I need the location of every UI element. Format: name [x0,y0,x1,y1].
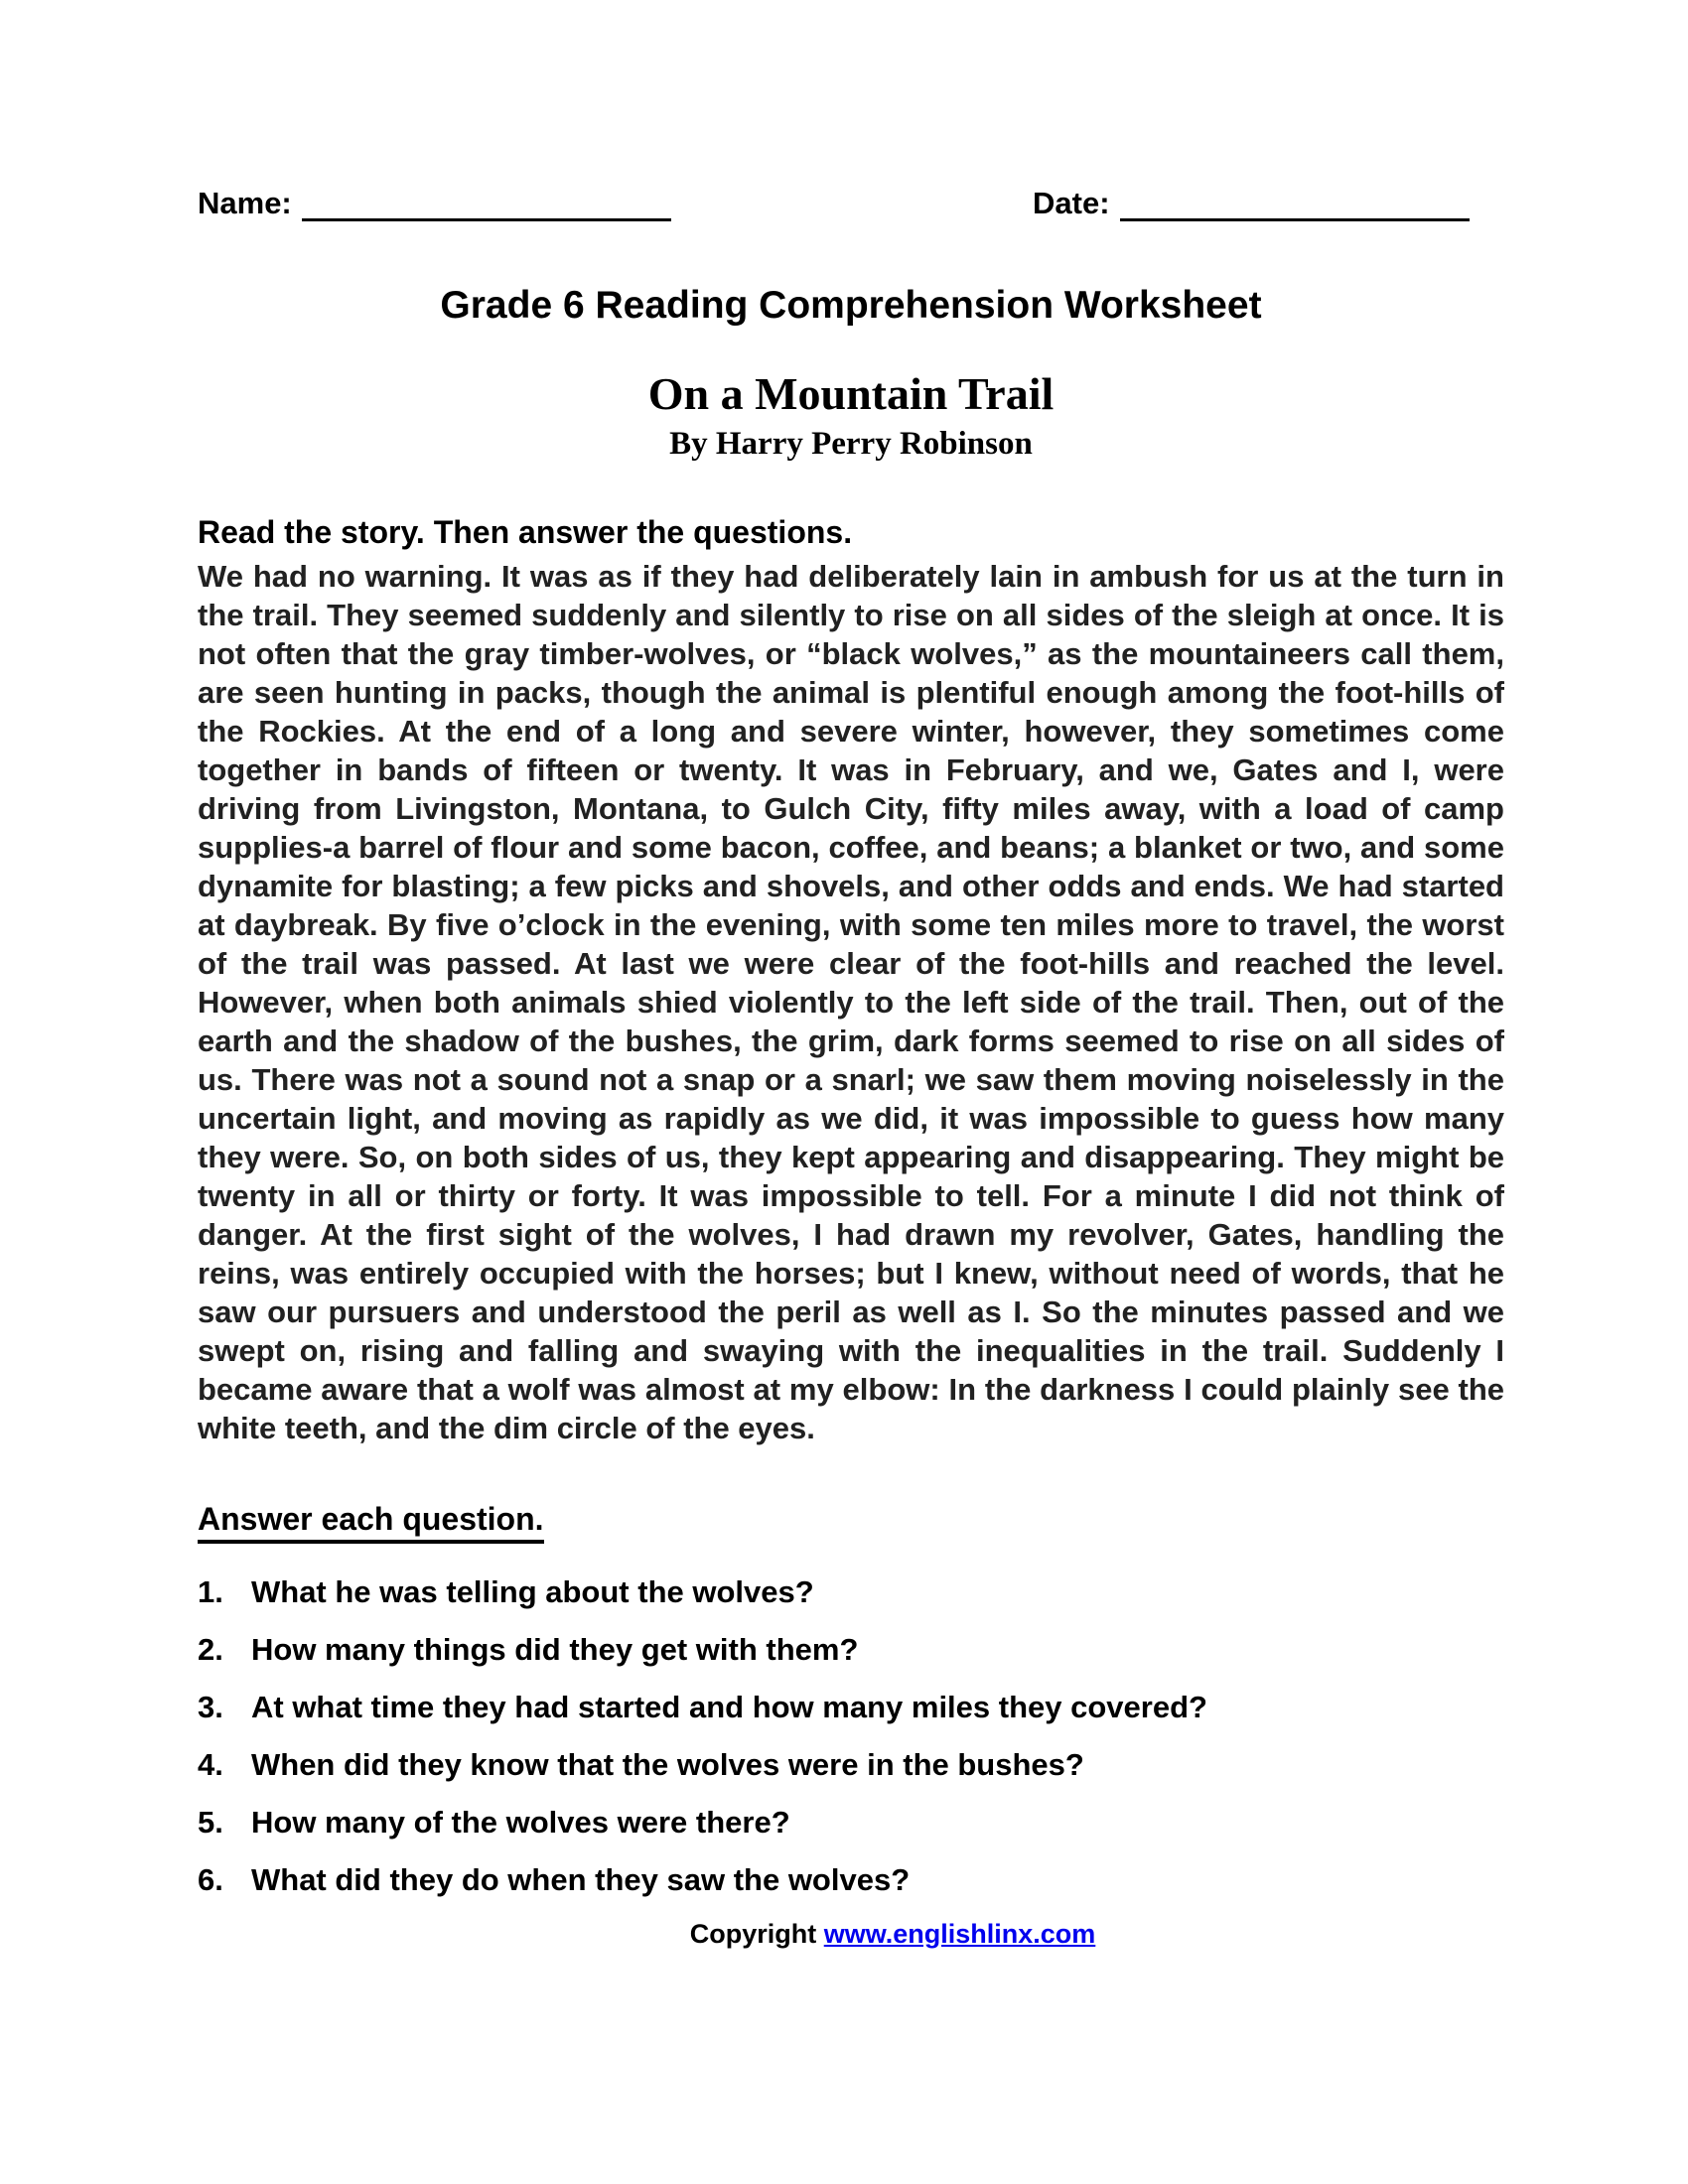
date-label: Date: [1033,186,1110,220]
question-item-5 [198,1804,1504,1842]
question-number: 2. [198,1632,223,1667]
question-text: When did they know that the wolves were in the bushes? [251,1747,1084,1782]
worksheet-title: Grade 6 Reading Comprehension Worksheet [440,284,1262,327]
question-item-2 [198,1631,1504,1669]
question-number: 4. [198,1747,223,1782]
copyright-label: Copyright [689,1919,817,1949]
name-blank-line [302,185,671,221]
name-field [198,186,671,220]
question-number: 5. [198,1805,223,1840]
question-text: At what time they had started and how many miles they covered? [251,1690,1207,1724]
question-text: What he was telling about the wolves? [251,1574,814,1609]
story-title: On a Mountain Trail [647,368,1055,419]
story-text: We had no warning. It was as if they had deliberately lain in ambush for us at the turn in the trail. They seemed suddenly and silently to rise on all sides of the sleigh at once. It is not often that the gray timber-wolves, or “black wolves,” as the mountaineers call them, are seen hunting in packs, though the animal is plentiful enough among the foot-hills of the Rockies. At the end of a long and severe winter, however, they sometimes come together in bands of fifteen or twenty. It was in February, and we, Gates and I, were driving from Livingston, Montana, to Gulch City, fifty miles away, with a load of camp supplies-a barrel of flour and some bacon, coffee, and beans; a blanket or two, and some dynamite for blasting; a few picks and shovels, and other odds and ends. We had started at daybreak. By five o’clock in the evening, with some ten miles more to travel, the worst of the trail was passed. At last we were clear of the foot-hills and reached the level. However, when both animals shied violently to the left side of the trail. Then, out of the earth and the shadow of the bushes, the grim, dark forms seemed to rise on all sides of us. There was not a sound not a snap or a snarl; we saw them moving noiselessly in the uncertain light, and moving as rapidly as we did, it was impossible to guess how many they were. So, on both sides of us, they kept appearing and disappearing. They might be twenty in all or thirty or forty. It was impossible to tell. For a minute I did not think of danger. At the first sight of the wolves, I had drawn my revolver, Gates, handling the reins, was entirely occupied with the horses; but I knew, without need of words, that he saw our pursuers and understood the peril as well as I. So the minutes passed and we swept on, rising and falling and swaying with the inequalities in the trail. Suddenly I became aware that a wolf was almost at my elbow: In the darkness I could plainly see the white teeth, and the dim circle of the eyes. [198,559,1504,1445]
date-blank-line [1120,185,1470,221]
instructions-line: Read the story. Then answer the questions. [198,514,853,550]
question-item-6 [198,1861,1504,1899]
questions-heading-row [198,1501,1504,1538]
question-number: 6. [198,1862,223,1897]
footer [239,1919,1546,1950]
questions-heading: Answer each question. [198,1501,544,1544]
copyright-link[interactable]: www.englishlinx.com [823,1919,1096,1949]
question-item-3 [198,1689,1504,1726]
worksheet-content [198,185,1504,1950]
question-text: How many of the wolves were there? [251,1805,790,1840]
questions-list [198,1573,1504,1899]
question-item-1 [198,1573,1504,1611]
question-text: How many things did they get with them? [251,1632,859,1667]
question-text: What did they do when they saw the wolves? [251,1862,911,1897]
story-byline: By Harry Perry Robinson [669,426,1033,462]
name-date-row [198,185,1504,230]
question-number: 3. [198,1690,223,1724]
name-label: Name: [198,186,292,220]
question-number: 1. [198,1574,223,1609]
question-item-4 [198,1746,1504,1784]
date-field [1033,185,1470,221]
